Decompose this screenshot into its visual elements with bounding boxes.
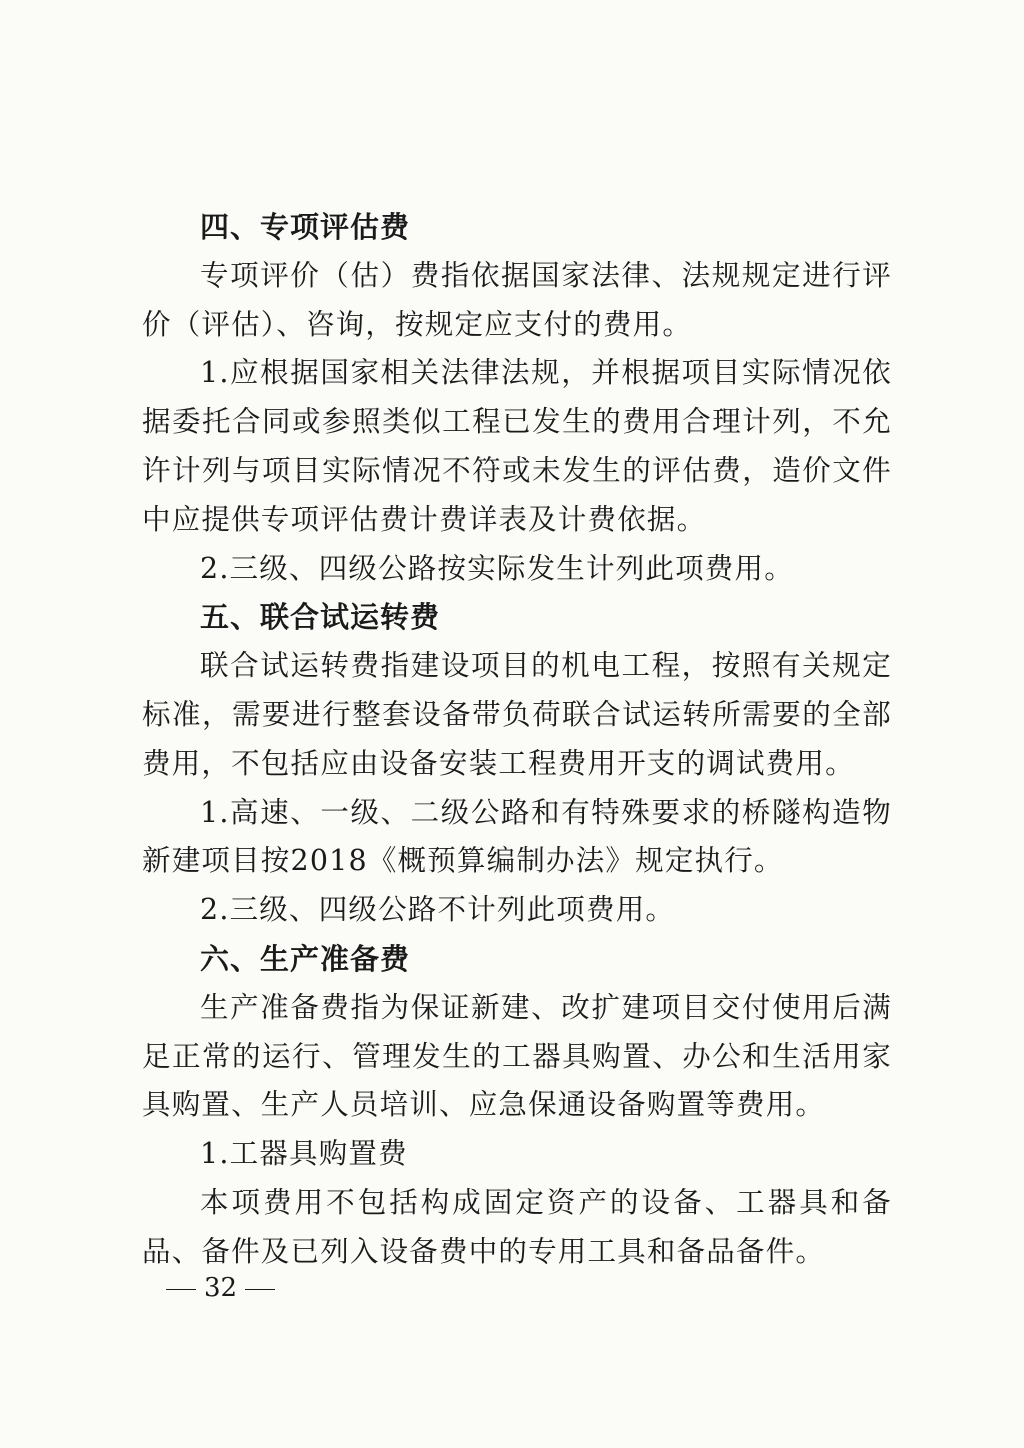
footer-dash-right: [245, 1289, 275, 1290]
paragraph: 联合试运转费指建设项目的机电工程，按照有关规定标准，需要进行整套设备带负荷联合试运转所需要的全部费用，不包括应由设备安装工程费用开支的调试费用。: [142, 649, 892, 780]
section-heading: 五、联合试运转费: [200, 600, 441, 635]
section-heading: 四、专项评估费: [200, 210, 411, 244]
paragraph: 1.高速、一级、二级公路和有特殊要求的桥隧构造物新建项目按2018《概预算编制办法》规定执行。: [142, 795, 892, 878]
paragraph: 1.应根据国家相关法律法规，并根据项目实际情况依据委托合同或参照类似工程已发生的费用合理计列，不允许计列与项目实际情况不符或未发生的评估费，造价文件中应提供专项评估费计费详表及计费依据。: [142, 356, 892, 536]
paragraph: 2.三级、四级公路按实际发生计列此项费用。: [200, 551, 794, 585]
page-number: 32: [204, 1273, 238, 1303]
paragraph: 生产准备费指为保证新建、改扩建项目交付使用后满足正常的运行、管理发生的工器具购置、办公和生活用家具购置、生产人员培训、应急保通设备购置等费用。: [142, 990, 892, 1122]
section-heading: 六、生产准备费: [200, 941, 411, 976]
paragraph: 1.工器具购置费: [200, 1137, 408, 1171]
document-body: [142, 203, 892, 1277]
paragraph: 专项评价（估）费指依据国家法律、法规规定进行评价（评估）、咨询，按规定应支付的费用。: [142, 258, 892, 341]
footer-dash-left: [166, 1289, 196, 1290]
paragraph: 2.三级、四级公路不计列此项费用。: [200, 893, 676, 927]
paragraph: 本项费用不包括构成固定资产的设备、工器具和备品、备件及已列入设备费中的专用工具和备品备件。: [142, 1185, 892, 1268]
page-footer: [158, 1273, 283, 1303]
